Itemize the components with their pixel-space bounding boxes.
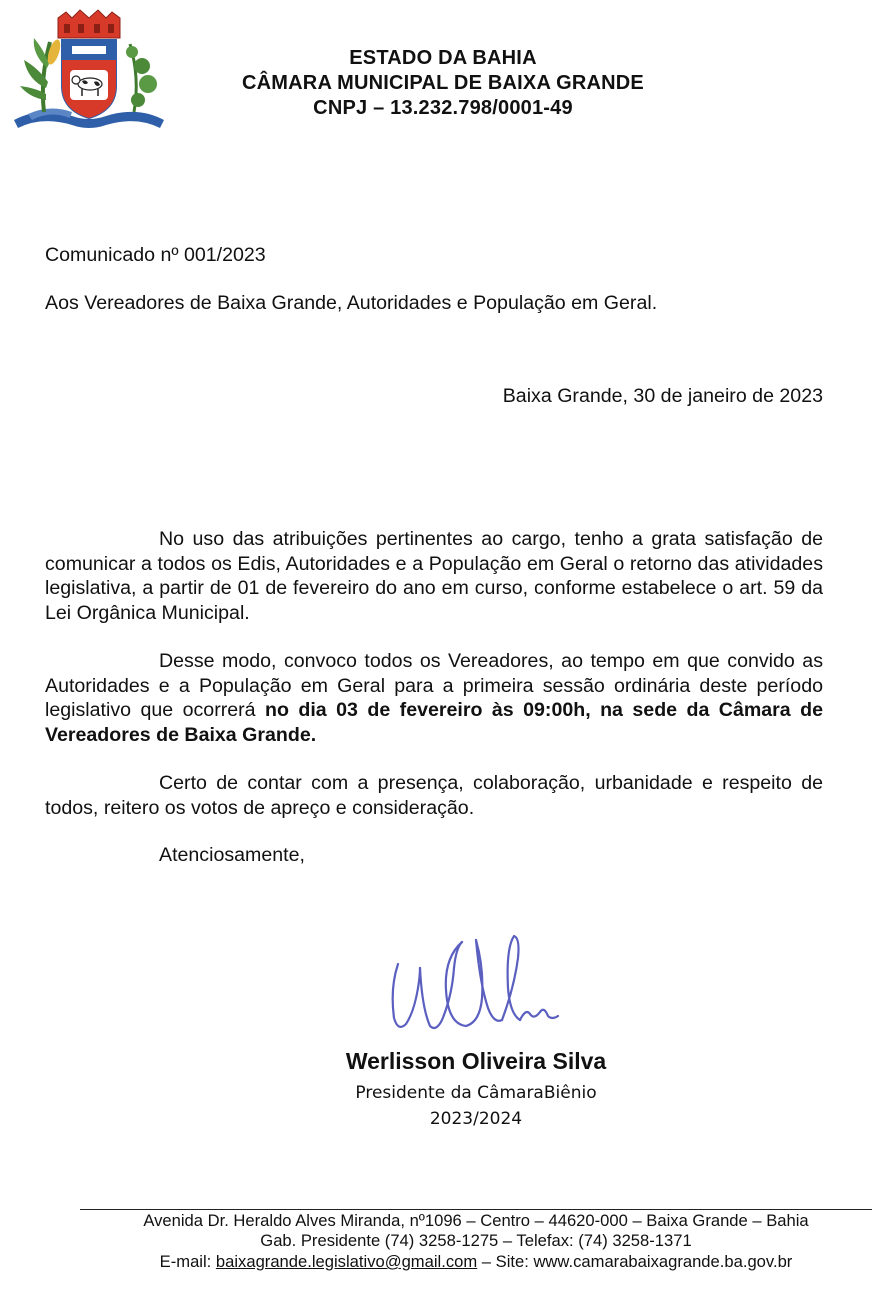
paragraph-2-text: Desse modo, convoco todos os Vereadores, ao tempo em que convido as Autoridades e a População em Geral para a primeira sessão ordinária deste período legislativo que ocorrerá xyxy=(45,650,823,721)
paragraph-2-bold-text: no dia 03 de fevereiro às 09:00h, na sede da Câmara de Vereadores de Baixa Grande. xyxy=(45,699,823,746)
header-cnpj: CNPJ – 13.232.798/0001-49 xyxy=(313,97,573,119)
signer-term: 2023/2024 xyxy=(429,1109,523,1129)
footer-contact xyxy=(80,1252,872,1273)
paragraph-3: Certo de contar com a presença, colaboração, urbanidade e respeito de todos, reitero os votos de apreço e consideração. xyxy=(45,772,823,819)
paragraph-1: No uso das atribuições pertinentes ao cargo, tenho a grata satisfação de comunicar a todos os Edis, Autoridades e a População em Geral o retorno das atividades legislativa, a partir de 01 de fevereiro do ano em curso, conforme estabelece o art. 59 da Lei Orgânica Municipal. xyxy=(45,528,823,624)
footer-divider xyxy=(80,1209,872,1210)
paragraph-2 xyxy=(45,649,823,747)
header-chamber: CÂMARA MUNICIPAL DE BAIXA GRANDE xyxy=(242,72,644,94)
closing: Atenciosamente, xyxy=(159,844,305,866)
header-state: ESTADO DA BAHIA xyxy=(349,47,537,69)
handwritten-signature xyxy=(384,928,566,1038)
signer-role: Presidente da CâmaraBiênio xyxy=(355,1083,597,1103)
recipients-line: Aos Vereadores de Baixa Grande, Autoridades e População em Geral. xyxy=(45,292,658,314)
footer-phones: Gab. Presidente (74) 3258-1275 – Telefax: (74) 3258-1371 xyxy=(260,1231,692,1250)
footer-email-link[interactable]: baixagrande.legislativo@gmail.com xyxy=(215,1252,478,1271)
signer-name: Werlisson Oliveira Silva xyxy=(345,1048,607,1074)
place-date: Baixa Grande, 30 de janeiro de 2023 xyxy=(502,385,823,407)
footer-site: – Site: www.camarabaixagrande.ba.gov.br xyxy=(477,1252,793,1271)
footer-email-label: E-mail: xyxy=(159,1252,216,1271)
footer-address: Avenida Dr. Heraldo Alves Miranda, nº1096 – Centro – 44620-000 – Baixa Grande – Bahia xyxy=(143,1211,809,1230)
communique-number: Comunicado nº 001/2023 xyxy=(45,244,266,266)
